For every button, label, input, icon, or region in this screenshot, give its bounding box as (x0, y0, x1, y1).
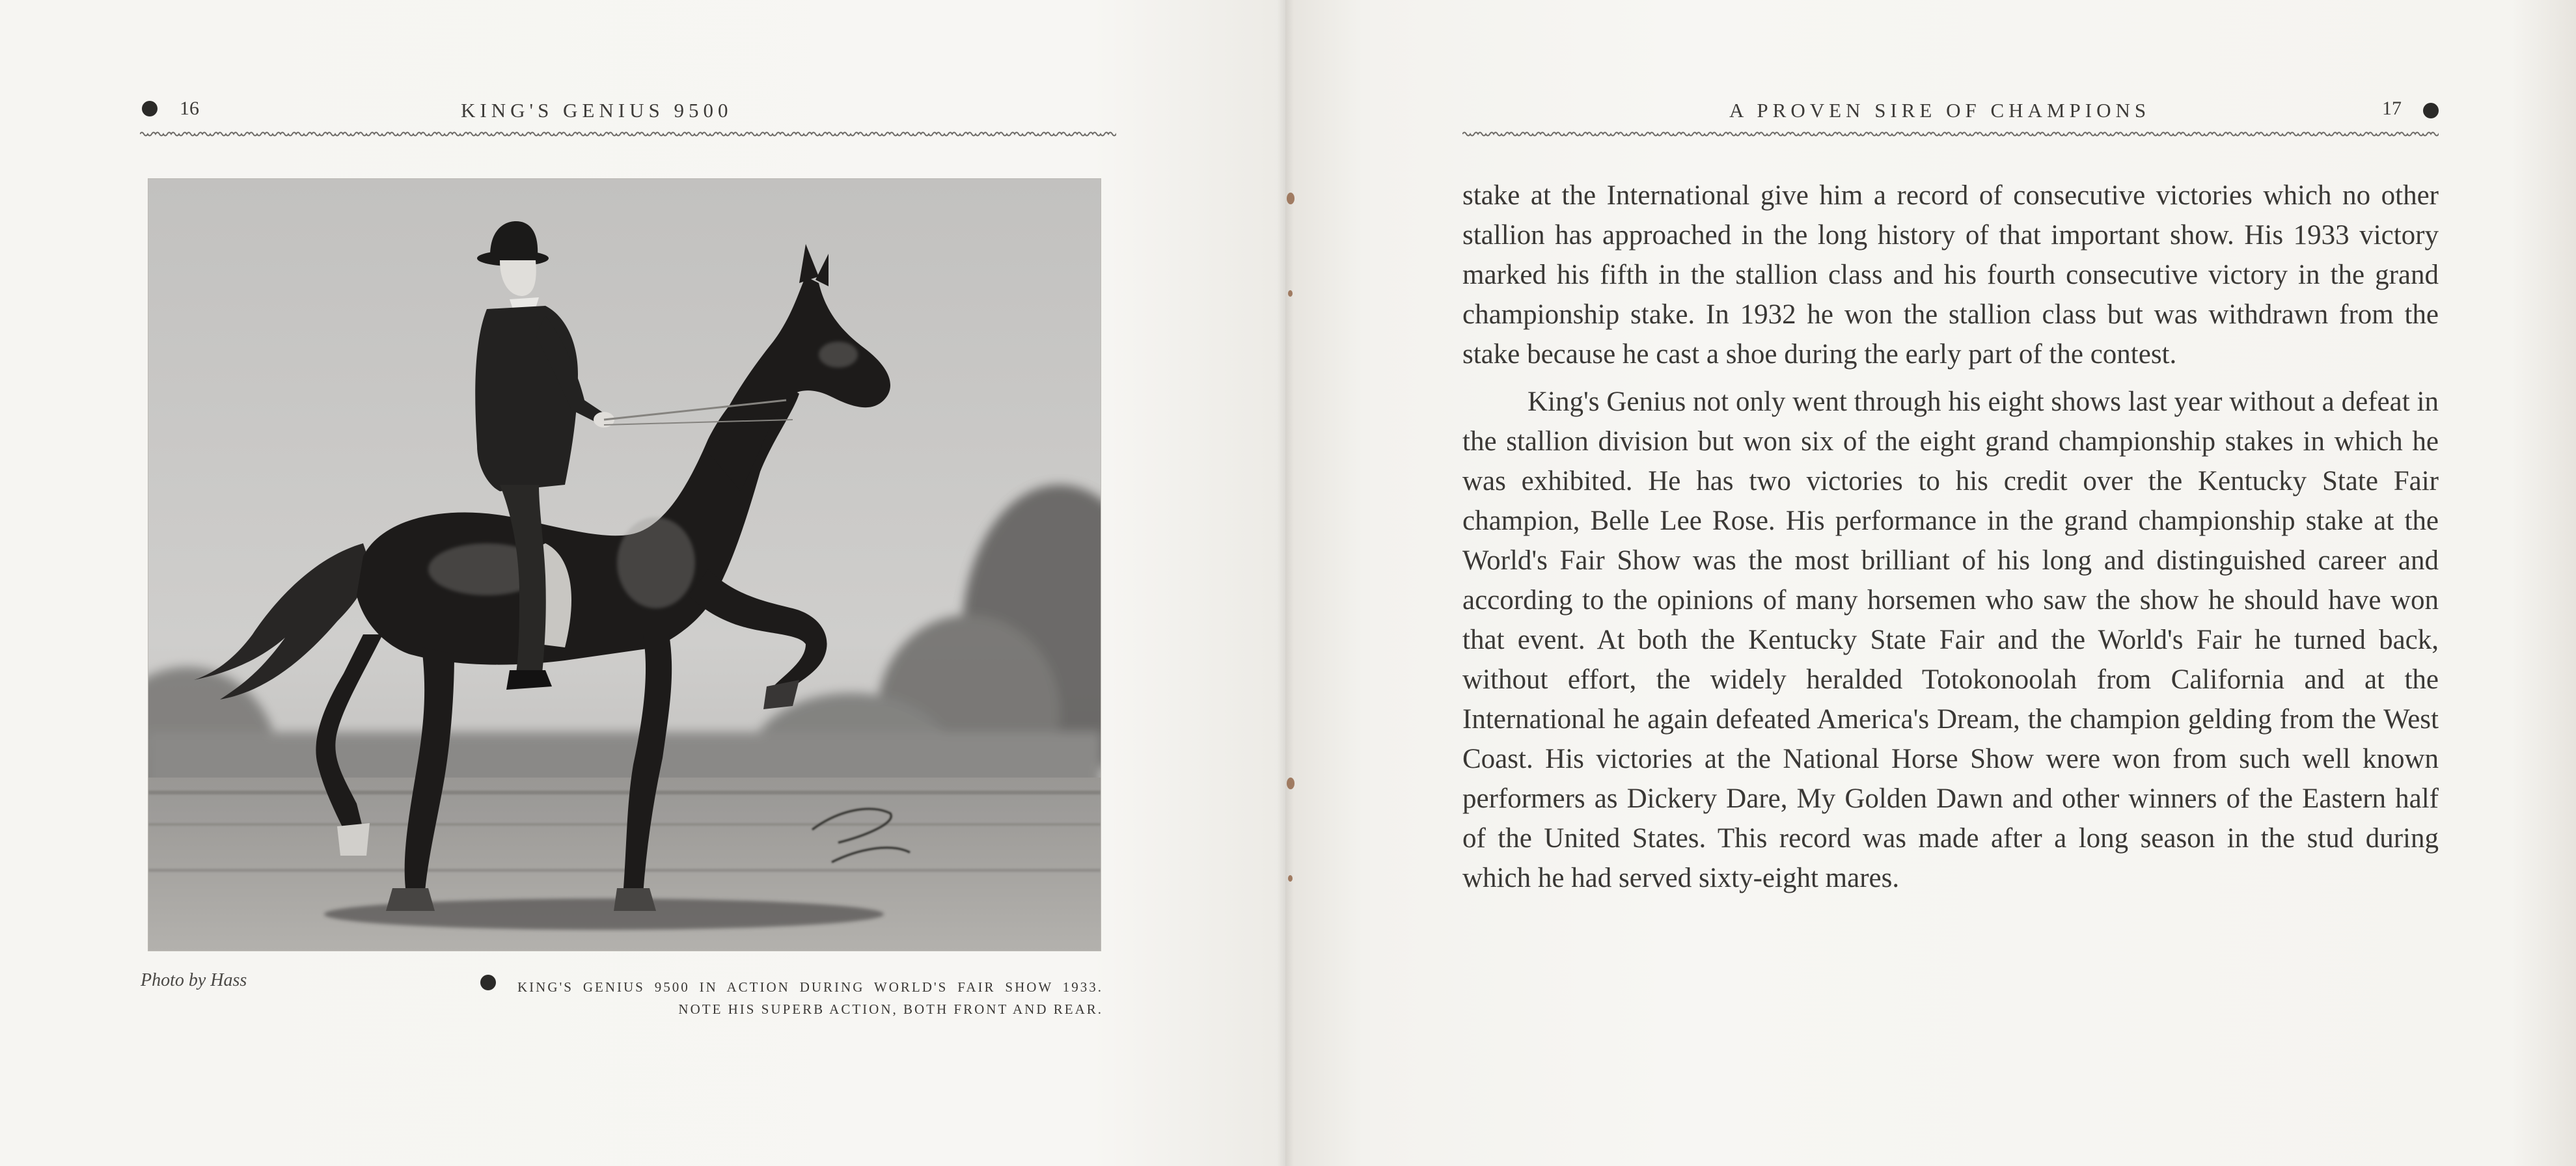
binding-stitch (1288, 875, 1293, 882)
paragraph: King's Genius not only went through his eight shows last year without a defeat in the stallion division but won six of the eight grand championship stakes in which he was exhibited. He has two victories to his credit over the Kentucky State Fair champion, Belle Lee Rose. His performance in the grand championship stake at the World's Fair Show was the most brilliant of his long and distinguished career and according to the opinions of many horsemen who saw the show he should have won that event. At both the Kentucky State Fair and the World's Fair he turned back, without effort, the widely heralded Totokonoolah from California and at the International he again defeated America's Dream, the champion gelding from the West Coast. His victories at the National Horse Show were won from such well known performers as Dickery Dare, My Golden Dawn and other winners of the Eastern half of the United States. This record was made after a long season in the stud during which he had served sixty-eight mares. (1462, 386, 2439, 893)
left-running-head: KING'S GENIUS 9500 (461, 99, 733, 122)
body-text (1462, 176, 2439, 898)
binding-stitch (1287, 778, 1295, 789)
photo-credit: Photo by Hass (141, 970, 247, 990)
horse-and-rider-photo-icon (148, 179, 1101, 951)
left-page (0, 0, 1285, 1166)
header-bullet-left (142, 101, 158, 116)
header-bullet-right (2423, 103, 2439, 118)
left-header-rule (140, 129, 1116, 139)
paragraph: stake at the International give him a record of consecutive victories which no other stallion has approached in the long history of that important show. His 1933 victory marked his fifth in the stallion class and his fourth consecutive victory in the grand championship stake. In 1932 he won the stallion class but was withdrawn from the stake because he cast a shoe during the early part of the contest. (1462, 180, 2439, 370)
right-header-rule (1462, 129, 2439, 139)
binding-stitch (1287, 193, 1295, 204)
left-folio: 16 (180, 98, 199, 119)
right-folio: 17 (2382, 98, 2402, 119)
horse-photo (148, 178, 1101, 951)
caption-bullet (480, 975, 496, 990)
photo-caption: KING'S GENIUS 9500 IN ACTION DURING WORLD'S FAIR SHOW 1933. NOTE HIS SUPERB ACTION, BOTH FRONT AND REAR. (517, 979, 1103, 1017)
right-running-head: A PROVEN SIRE OF CHAMPIONS (1729, 99, 2151, 122)
book-gutter (1277, 0, 1294, 1166)
binding-stitch (1288, 290, 1293, 297)
